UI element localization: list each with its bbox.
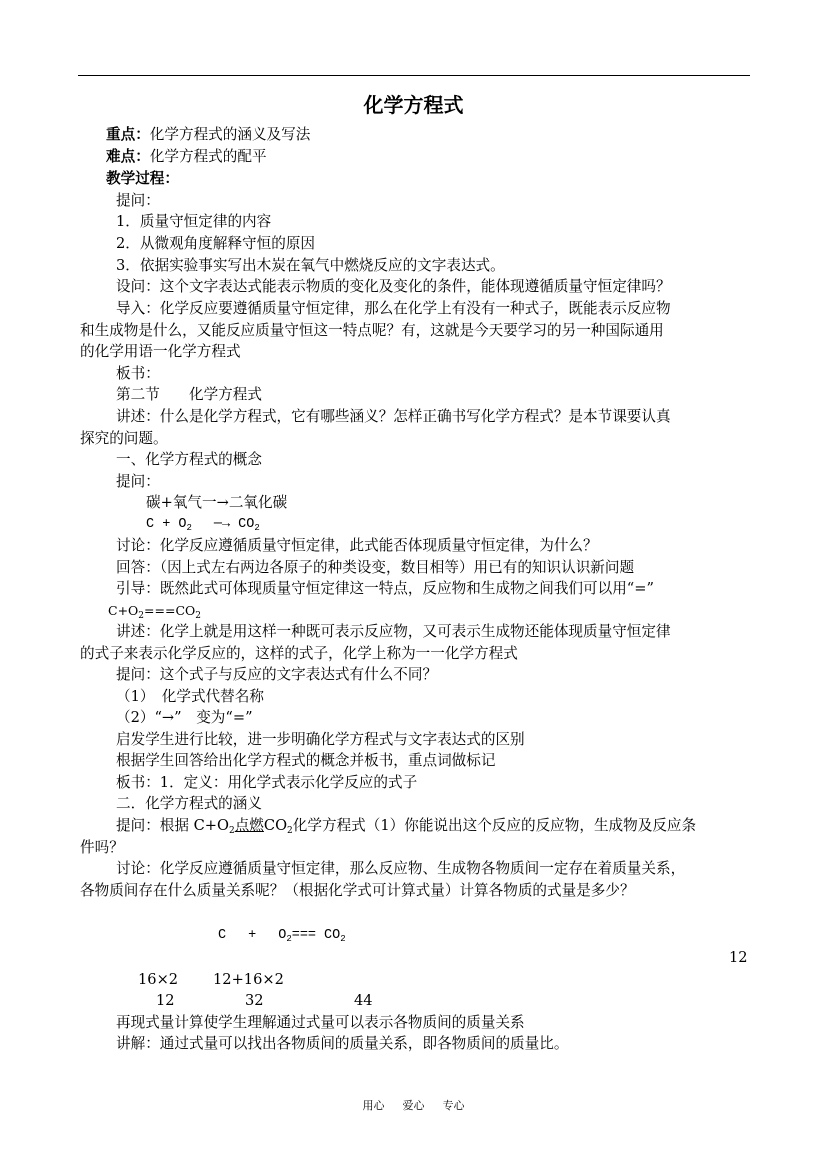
eq3-eq: === xyxy=(291,928,317,943)
text-line: 一、化学方程式的概念 xyxy=(116,451,262,468)
text-line: 根据学生回答给出化学方程式的概念并板书，重点词做标记 xyxy=(116,752,496,769)
eq1-arrow: ─→ xyxy=(213,517,231,532)
eq2-right: ===CO xyxy=(144,603,196,618)
footer-text: 专心 xyxy=(442,1099,465,1112)
text-line: 3．依据实验事实写出木炭在氧气中燃烧反应的文字表达式。 xyxy=(116,257,505,274)
l30-co: CO xyxy=(263,817,288,834)
text-line: 导入：化学反应要遵循质量守恒定律，那么在化学上有没有一种式子，既能表示反应物 xyxy=(116,300,671,317)
eq2-left: C+O xyxy=(108,603,139,618)
eq3-o-sub: 2 xyxy=(286,934,292,944)
section-heading: 第二节 化学方程式 xyxy=(116,386,262,403)
text-line: 讨论：化学反应遵循质量守恒定律，那么反应物、生成物各物质间一定存在着质量关系， xyxy=(116,860,686,877)
difficult-point-line xyxy=(106,147,267,167)
eq2-co-sub: 2 xyxy=(195,611,201,621)
eq3-plus: + xyxy=(248,928,257,943)
eq3-co-sub: 2 xyxy=(340,934,346,944)
l30-suffix: 化学方程式（1）你能说出这个反应的反应物，生成物及反应条 xyxy=(292,817,697,834)
header-rule xyxy=(78,75,750,76)
mass-value: 16×2 xyxy=(138,971,179,988)
text-line: （2）“→” 变为“=” xyxy=(116,709,253,726)
eq1-c: C + O xyxy=(146,517,187,532)
text-line: 各物质间存在什么质量关系呢？（根据化学式可计算式量）计算各物质的式量是多少？ xyxy=(80,882,635,899)
text-line: 探究的问题。 xyxy=(80,430,168,447)
text-line: 引导：既然此式可体现质量守恒定律这一特点，反应物和生成物之间我们可以用“=” xyxy=(116,580,654,597)
mass-value: 12 xyxy=(156,992,175,1009)
key-point-label: 重点： xyxy=(106,126,150,143)
eq3-c: C xyxy=(218,928,227,943)
page-title: 化学方程式 xyxy=(363,93,464,117)
text-line: （1） 化学式代替名称 xyxy=(116,688,264,705)
footer-text: 爱心 xyxy=(402,1099,425,1112)
formula-equation-equals xyxy=(108,601,201,621)
mass-equation xyxy=(218,926,346,946)
text-line: 的式子来表示化学反应的，这样的式子，化学上称为一一化学方程式 xyxy=(80,645,518,662)
text-line: 1．质量守恒定律的内容 xyxy=(116,213,272,230)
text-line: 板书： xyxy=(116,365,160,382)
text-line: 讲述：化学上就是用这样一种既可表示反应物，又可表示生成物还能体现质量守恒定律 xyxy=(116,623,671,640)
text-line: 件吗？ xyxy=(80,839,124,856)
text-line: 的化学用语一化学方程式 xyxy=(80,343,241,360)
eq3-co: CO xyxy=(324,928,341,943)
mass-value: 44 xyxy=(354,992,373,1009)
mass-value: 12 xyxy=(729,949,748,966)
mass-value: 12+16×2 xyxy=(213,971,284,988)
text-line: 设问：这个文字表达式能表示物质的变化及变化的条件，能体现遵循质量守恒定律吗？ xyxy=(116,278,671,295)
difficult-label: 难点： xyxy=(106,148,150,165)
page-footer xyxy=(0,1097,827,1113)
key-point-line xyxy=(106,125,310,145)
text-line: 提问：这个式子与反应的文字表达式有什么不同？ xyxy=(116,666,438,683)
text-line: 讲述：什么是化学方程式，它有哪些涵义？怎样正确书写化学方程式？是本节课要认真 xyxy=(116,408,671,425)
difficult-text: 化学方程式的配平 xyxy=(149,148,267,165)
text-line: 启发学生进行比较，进一步明确化学方程式与文字表达式的区别 xyxy=(116,731,525,748)
l30-sub1: 2 xyxy=(228,826,235,836)
eq2-sub: 2 xyxy=(138,611,145,621)
text-line: 再现式量计算使学生理解通过式量可以表示各物质间的质量关系 xyxy=(116,1014,525,1031)
text-line: 提问： xyxy=(116,192,160,209)
reaction-condition: 点燃 xyxy=(234,817,264,834)
process-label: 教学过程： xyxy=(106,170,179,187)
text-line: 2．从微观角度解释守恒的原因 xyxy=(116,235,316,252)
text-line: 讲解：通过式量可以找出各物质间的质量关系，即各物质间的质量比。 xyxy=(116,1035,569,1052)
eq1-sub: 2 xyxy=(186,523,192,533)
eq1-co-sub: 2 xyxy=(254,523,260,533)
key-point-text: 化学方程式的涵义及写法 xyxy=(149,126,311,143)
text-line: 二．化学方程式的涵义 xyxy=(116,795,262,812)
l30-prefix: 提问：根据 C+O xyxy=(116,817,229,834)
eq3-o: O xyxy=(278,928,287,943)
question-line xyxy=(116,816,696,836)
text-line: 回答：（因上式左右两边各原子的种类设变，数目相等）用已有的知识认识新问题 xyxy=(116,559,635,576)
word-equation: 碳+氧气一→二氧化碳 xyxy=(146,494,288,511)
mass-value: 32 xyxy=(245,992,264,1009)
formula-equation-arrow xyxy=(146,515,260,535)
text-line: 和生成物是什么，又能反应质量守恒这一特点呢？有，这就是今天要学习的另一种国际通用 xyxy=(80,322,664,339)
text-line: 讨论：化学反应遵循质量守恒定律，此式能否体现质量守恒定律，为什么？ xyxy=(116,537,598,554)
l30-sub2: 2 xyxy=(287,826,293,836)
text-line: 提问： xyxy=(116,473,160,490)
footer-text: 用心 xyxy=(362,1099,385,1112)
eq1-co: CO xyxy=(238,517,255,532)
text-line: 板书：1．定义：用化学式表示化学反应的式子 xyxy=(116,774,418,791)
